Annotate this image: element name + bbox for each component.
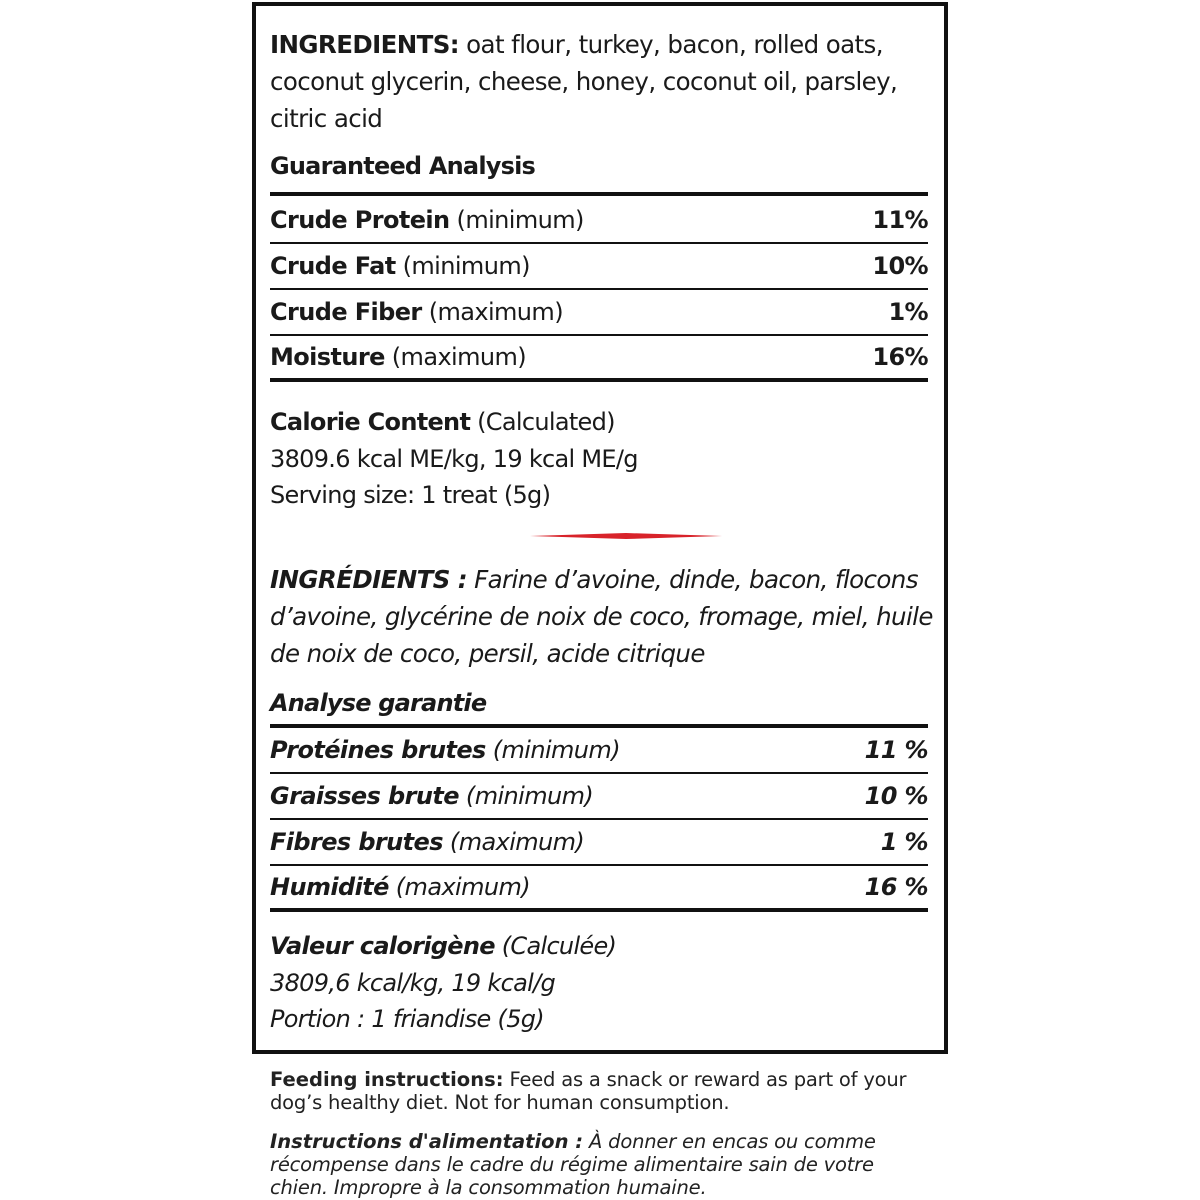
calorie-block-fr xyxy=(270,928,934,1038)
analysis-row-en-fat xyxy=(270,244,928,290)
row-name: Humidité xyxy=(270,873,389,901)
calorie-heading-en: Calorie Content xyxy=(270,408,471,436)
row-qualifier: (minimum) xyxy=(395,252,530,280)
analysis-row-fr-fat xyxy=(270,774,928,820)
analysis-row-fr-moisture xyxy=(270,866,928,912)
row-value: 16 % xyxy=(864,873,928,901)
language-divider xyxy=(530,533,722,539)
row-value: 1 % xyxy=(880,828,928,856)
ingredients-fr xyxy=(270,561,934,672)
analysis-rule-en xyxy=(270,192,928,196)
analysis-row-en-fiber xyxy=(270,290,928,336)
calorie-qualifier-fr: (Calculée) xyxy=(494,932,617,960)
row-value: 16% xyxy=(872,343,928,371)
analysis-row-en-protein xyxy=(270,198,928,244)
feeding-instructions-fr xyxy=(270,1130,930,1199)
row-name: Crude Fiber xyxy=(270,298,422,326)
calorie-heading-fr: Valeur calorigène xyxy=(270,932,495,960)
ingredients-fr-heading: INGRÉDIENTS : xyxy=(270,565,467,594)
feeding-text-fr: À donner en encas ou comme récompense dans le cadre du régime alimentaire sain de votre chien. Impropre à la consommation humaine. xyxy=(270,1130,876,1199)
calorie-qualifier-en: (Calculated) xyxy=(470,408,615,436)
ingredients-fr-text: Farine d’avoine, dinde, bacon, flocons d’avoine, glycérine de noix de coco, fromage, miel, huile de noix de coco, persil, acide citrique xyxy=(270,565,933,668)
feeding-text-en: Feed as a snack or reward as part of your dog’s healthy diet. Not for human consumption. xyxy=(270,1068,907,1114)
row-name: Moisture xyxy=(270,343,385,371)
analysis-row-fr-fiber xyxy=(270,820,928,866)
calorie-line-fr: 3809,6 kcal/kg, 19 kcal/g xyxy=(270,968,556,997)
row-qualifier: (maximum) xyxy=(421,298,563,326)
row-value: 11% xyxy=(872,206,928,234)
feeding-instructions-en xyxy=(270,1068,930,1114)
ingredients-en xyxy=(270,26,934,137)
serving-line-fr: Portion : 1 friandise (5g) xyxy=(270,1005,544,1033)
row-value: 10 % xyxy=(864,782,928,810)
row-qualifier: (maximum) xyxy=(388,873,531,901)
analysis-title-fr: Analyse garantie xyxy=(270,689,487,717)
analysis-row-fr-protein xyxy=(270,728,928,774)
row-name: Fibres brutes xyxy=(270,828,443,856)
row-qualifier: (minimum) xyxy=(458,782,594,810)
row-value: 11 % xyxy=(864,736,928,764)
analysis-title-en: Guaranteed Analysis xyxy=(270,152,535,180)
feeding-heading-en: Feeding instructions: xyxy=(270,1068,504,1091)
row-value: 1% xyxy=(888,298,928,326)
row-qualifier: (maximum) xyxy=(384,343,527,371)
row-name: Crude Protein xyxy=(270,206,450,234)
feeding-heading-fr: Instructions d'alimentation : xyxy=(270,1130,584,1153)
row-name: Protéines brutes xyxy=(270,736,486,764)
ingredients-en-heading: INGREDIENTS: xyxy=(270,30,459,59)
calorie-block-en xyxy=(270,404,934,514)
row-qualifier: (minimum) xyxy=(449,206,584,234)
row-name: Crude Fat xyxy=(270,252,396,280)
nutrition-label-panel xyxy=(252,2,948,1054)
serving-line-en: Serving size: 1 treat (5g) xyxy=(270,481,551,509)
row-qualifier: (maximum) xyxy=(442,828,585,856)
analysis-row-en-moisture xyxy=(270,336,928,382)
calorie-line-en: 3809.6 kcal ME/kg, 19 kcal ME/g xyxy=(270,444,638,473)
row-value: 10% xyxy=(872,252,928,280)
row-qualifier: (minimum) xyxy=(485,736,620,764)
ingredients-en-text: oat flour, turkey, bacon, rolled oats, coconut glycerin, cheese, honey, coconut oil, parsley, citric acid xyxy=(270,30,898,133)
row-name: Graisses brute xyxy=(270,782,459,810)
